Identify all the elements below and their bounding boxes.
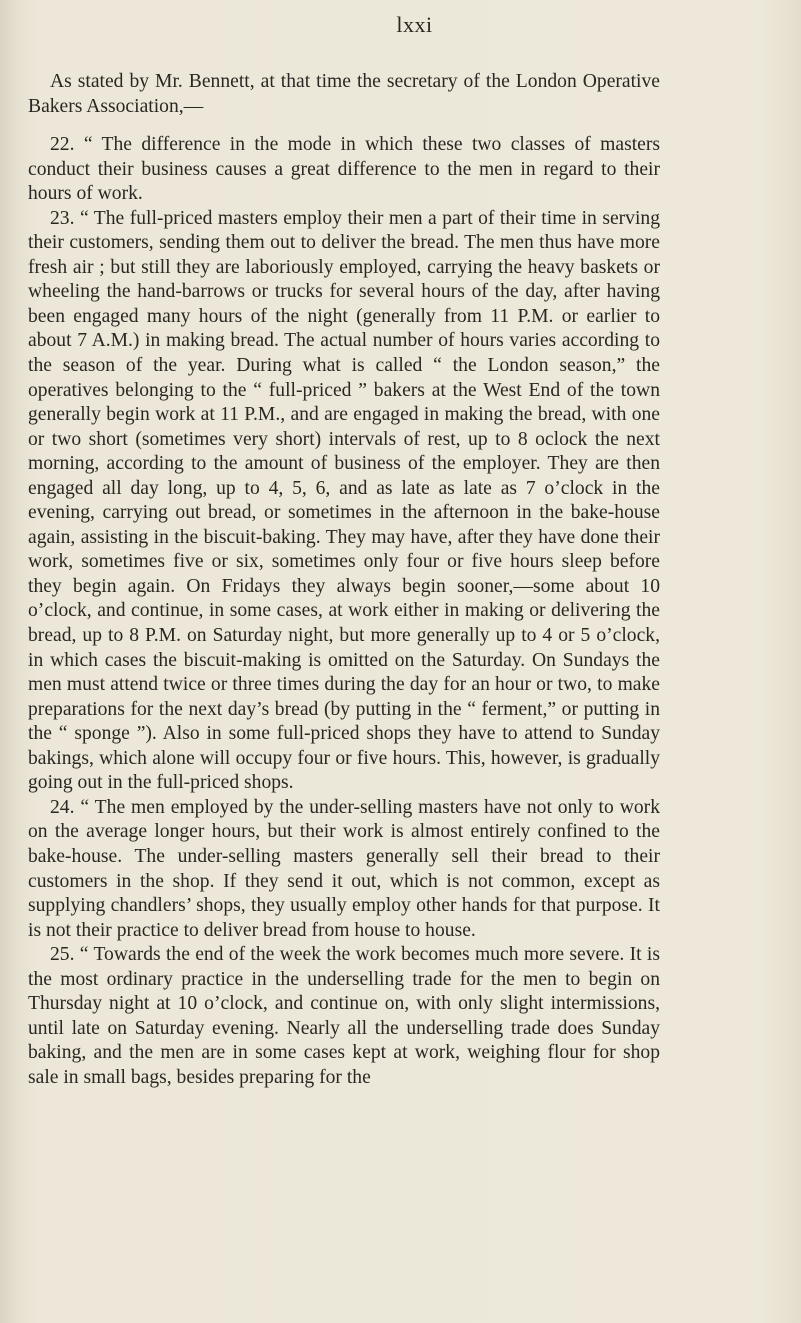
paragraph-22: 22. “ The difference in the mode in which these two classes of masters conduct their business causes a great difference to the men in regard to their hours of work. [28, 134, 660, 205]
body-text [28, 70, 660, 1090]
paragraph-intro: As stated by Mr. Bennett, at that time the secretary of the London Operative Bakers Association,— [28, 71, 660, 117]
paragraph-25: 25. “ Towards the end of the week the work becomes much more severe. It is the most ordinary practice in the underselling trade for the men to begin on Thursday night at 10 o’clock, and continue on, with only slight intermissions, until late on Saturday evening. Nearly all the underselling trade does Sunday baking, and the men are in some cases kept at work, weighing flour for shop sale in small bags, besides preparing for the [28, 944, 660, 1088]
page-number: lxxi [396, 12, 433, 37]
paragraph-24: 24. “ The men employed by the under-selling masters have not only to work on the average longer hours, but their work is almost entirely confined to the bake-house. The under-selling masters generally sell their bread to their customers in the shop. If they send it out, which is not common, except as supplying chandlers’ shops, they usually employ other hands for that purpose. It is not their practice to deliver bread from house to house. [28, 796, 660, 941]
paragraph-23: 23. “ The full-priced masters employ their men a part of their time in serving their customers, sending them out to deliver the bread. The men thus have more fresh air ; but still they are laboriously employed, carrying the heavy baskets or wheeling the hand-barrows or trucks for several hours of the day, after having been engaged many hours of the night (generally from 11 P.M. or earlier to about 7 A.M.) in making bread. The actual number of hours varies according to the season of the year. During what is called “ the London season,” the operatives belonging to the “ full-priced ” bakers at the West End of the town generally begin work at 11 P.M., and are engaged in making the bread, with one or two short (sometimes very short) intervals of rest, up to 8 oclock the next morning, according to the amount of business of the employer. They are then engaged all day long, up to 4, 5, 6, and as late as late as 7 o’clock in the evening, carrying out bread, or sometimes in the afternoon in the bake-house again, assisting in the biscuit-baking. They may have, after they have done their work, sometimes five or six, sometimes only four or five hours sleep before they begin again. On Fridays they always begin sooner,—some about 10 o’clock, and continue, in some cases, at work either in making or delivering the bread, up to 8 P.M. on Saturday night, but more generally up to 4 or 5 o’clock, in which cases the biscuit-making is omitted on the Saturday. On Sundays the men must attend twice or three times during the day for an hour or two, to make preparations for the next day’s bread (by putting in the “ ferment,” or putting in the “ sponge ”). Also in some full-priced shops they have to attend to Sunday bakings, which alone will occupy four or five hours. This, however, is gradually going out in the full-priced shops. [28, 207, 660, 794]
